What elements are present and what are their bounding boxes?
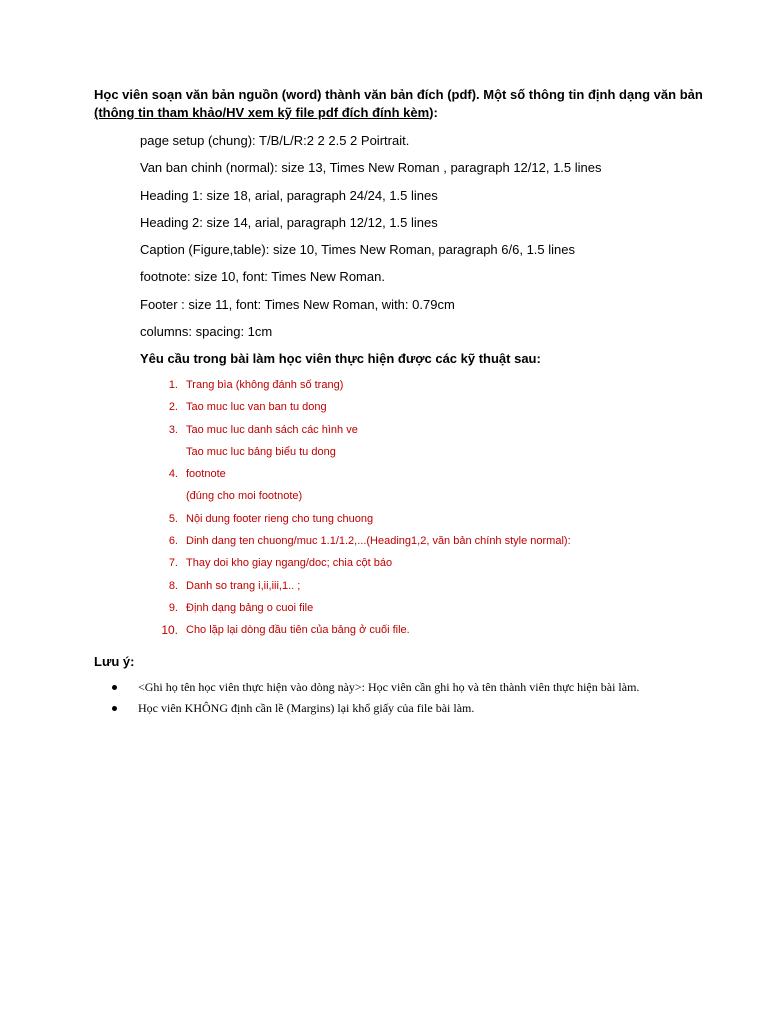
task-text: Thay doi kho giay ngang/doc; chia cột báo: [186, 557, 393, 570]
spec-heading-2: Heading 2: size 14, arial, paragraph 12/12, 1.5 lines: [140, 214, 438, 230]
bullet-icon: [112, 685, 117, 690]
task-number: 9.: [168, 601, 178, 614]
note-text: Học viên KHÔNG định cần lề (Margins) lại khổ giấy của file bài làm.: [138, 701, 475, 715]
task-text: Danh so trang i,ii,iii,1.. ;: [186, 579, 301, 592]
task-number: 4.: [168, 468, 178, 481]
task-text: Trang bìa (không đánh số trang): [186, 379, 344, 391]
task-text: Tao muc luc van ban tu dong: [186, 401, 327, 414]
task-number: 6.: [168, 535, 178, 548]
spec-footnote: footnote: size 10, font: Times New Roman.: [140, 269, 385, 285]
task-text: Nội dung footer rieng cho tung chuong: [186, 512, 374, 525]
intro-line-2: [94, 104, 714, 122]
task-number: 10.: [161, 623, 178, 638]
task-text: Dinh dang ten chuong/muc 1.1/1.2,...(Heading1,2, văn bản chính style normal):: [186, 535, 571, 548]
task-text: Định dạng bảng o cuoi file: [186, 601, 314, 614]
spec-normal-text: Van ban chinh (normal): size 13, Times New Roman , paragraph 12/12, 1.5 lines: [140, 160, 602, 176]
spec-columns: columns: spacing: 1cm: [140, 324, 273, 340]
intro-paragraph: [94, 86, 714, 122]
spec-page-setup: page setup (chung): T/B/L/R:2 2 2.5 2 Poirtrait.: [140, 133, 410, 148]
bullet-icon: [112, 706, 117, 711]
task-text: Tao muc luc danh sách các hình ve: [186, 423, 358, 436]
task-text: Tao muc luc bảng biểu tu dong: [186, 445, 336, 458]
task-number: 7.: [168, 557, 178, 570]
task-number: 1.: [168, 379, 178, 391]
note-title: Lưu ý:: [94, 654, 135, 669]
task-text: (đúng cho moi footnote): [186, 490, 303, 503]
task-number: 5.: [168, 512, 178, 525]
requirement-heading: Yêu cầu trong bài làm học viên thực hiện được các kỹ thuật sau:: [140, 351, 541, 367]
task-number: 3.: [168, 423, 178, 436]
spec-caption: Caption (Figure,table): size 10, Times New Roman, paragraph 6/6, 1.5 lines: [140, 242, 575, 258]
task-number: 2.: [168, 401, 178, 414]
task-number: 8.: [168, 579, 178, 592]
task-text: Cho lặp lại dòng đầu tiên của bảng ở cuối file.: [186, 624, 410, 637]
spec-heading-1: Heading 1: size 18, arial, paragraph 24/24, 1.5 lines: [140, 187, 438, 203]
intro-reference-note: (thông tin tham khảo/HV xem kỹ file pdf đích đính kèm: [94, 105, 430, 120]
intro-line-2-end: ):: [429, 105, 438, 120]
format-spec-list: [140, 132, 602, 378]
intro-line-1: Học viên soạn văn bản nguồn (word) thành văn bản đích (pdf). Một số thông tin định dạng văn bản: [94, 87, 703, 102]
spec-footer: Footer : size 11, font: Times New Roman, with: 0.79cm: [140, 296, 455, 312]
note-text: <Ghi họ tên học viên thực hiện vào dòng này>: Học viên cần ghi họ và tên thành viên thực hiện bài làm.: [138, 680, 640, 694]
task-text: footnote: [186, 468, 226, 481]
